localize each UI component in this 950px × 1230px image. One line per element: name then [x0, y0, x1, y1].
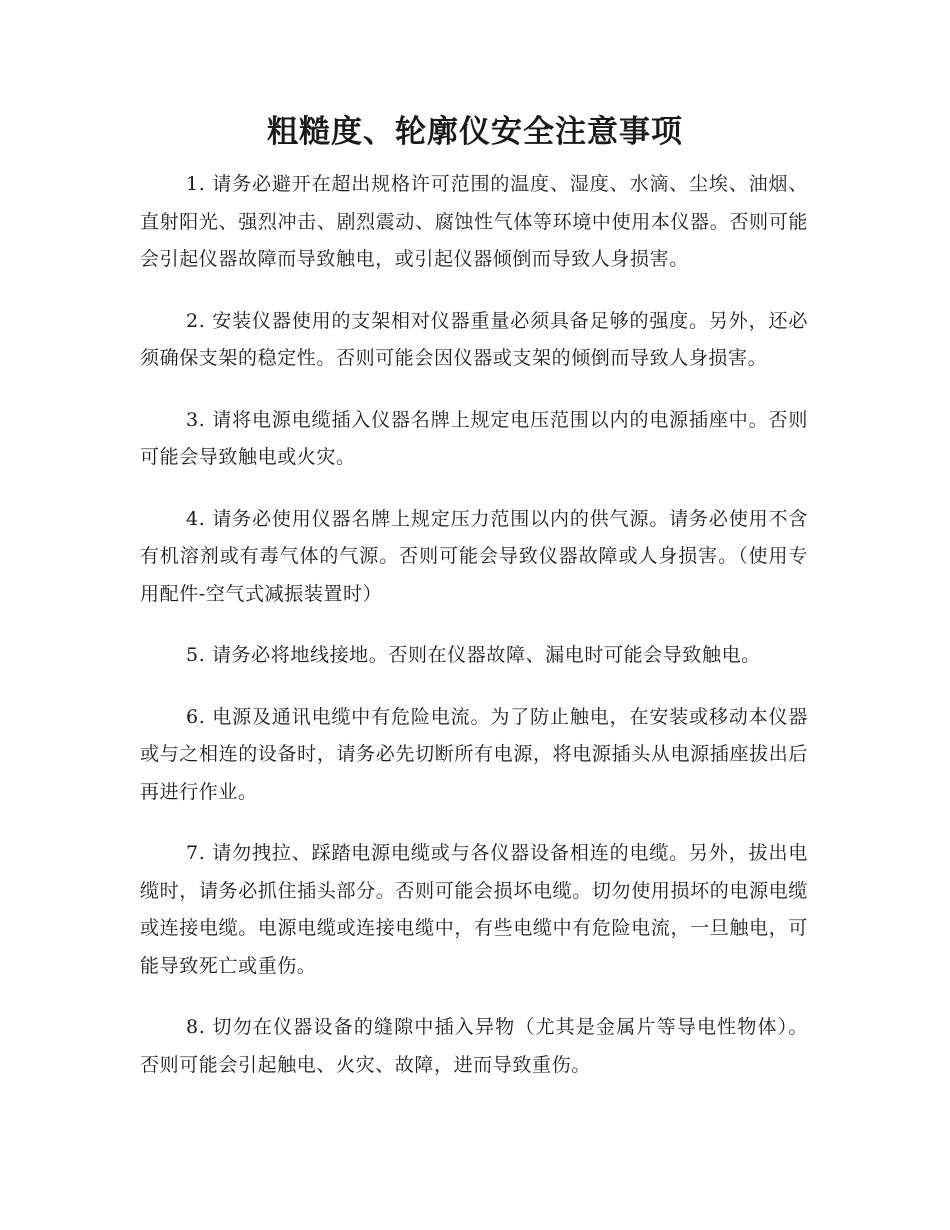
safety-item-5: 5. 请务必将地线接地。否则在仪器故障、漏电时可能会导致触电。 — [186, 644, 761, 666]
safety-item-1: 1. 请务必避开在超出规格许可范围的温度、湿度、水滴、尘埃、油烟、直射阳光、强烈冲击、剧烈震动、腐蚀性气体等环境中使用本仪器。否则可能会引起仪器故障而导致触电，或引起仪器倾倒而导致人身损害。 — [140, 173, 808, 270]
document-body — [140, 166, 808, 1108]
safety-item-4: 4. 请务必使用仪器名牌上规定压力范围以内的供气源。请务必使用不含有机溶剂或有毒气体的气源。否则可能会导致仪器故障或人身损害。（使用专用配件-空气式减振装置时） — [140, 507, 808, 605]
safety-item-7: 7. 请勿拽拉、踩踏电源电缆或与各仪器设备相连的电缆。另外，拔出电缆时，请务必抓住插头部分。否则可能会损坏电缆。切勿使用损坏的电源电缆或连接电缆。电源电缆或连接电缆中，有些电缆中有危险电流，一旦触电，可能导致死亡或重伤。 — [140, 842, 808, 977]
safety-item-2: 2. 安装仪器使用的支架相对仪器重量必须具备足够的强度。另外，还必须确保支架的稳定性。否则可能会因仪器或支架的倾倒而导致人身损害。 — [140, 309, 808, 369]
document-title: 粗糙度、轮廓仪安全注意事项 — [267, 114, 683, 150]
safety-item-3: 3. 请将电源电缆插入仪器名牌上规定电压范围以内的电源插座中。否则可能会导致触电或火灾。 — [140, 408, 808, 468]
safety-item-8: 8. 切勿在仪器设备的缝隙中插入异物（尤其是金属片等导电性物体）。否则可能会引起触电、火灾、故障，进而导致重伤。 — [140, 1016, 808, 1076]
safety-item-6: 6. 电源及通讯电缆中有危险电流。为了防止触电，在安装或移动本仪器或与之相连的设备时，请务必先切断所有电源，将电源插头从电源插座拔出后再进行作业。 — [140, 705, 808, 803]
